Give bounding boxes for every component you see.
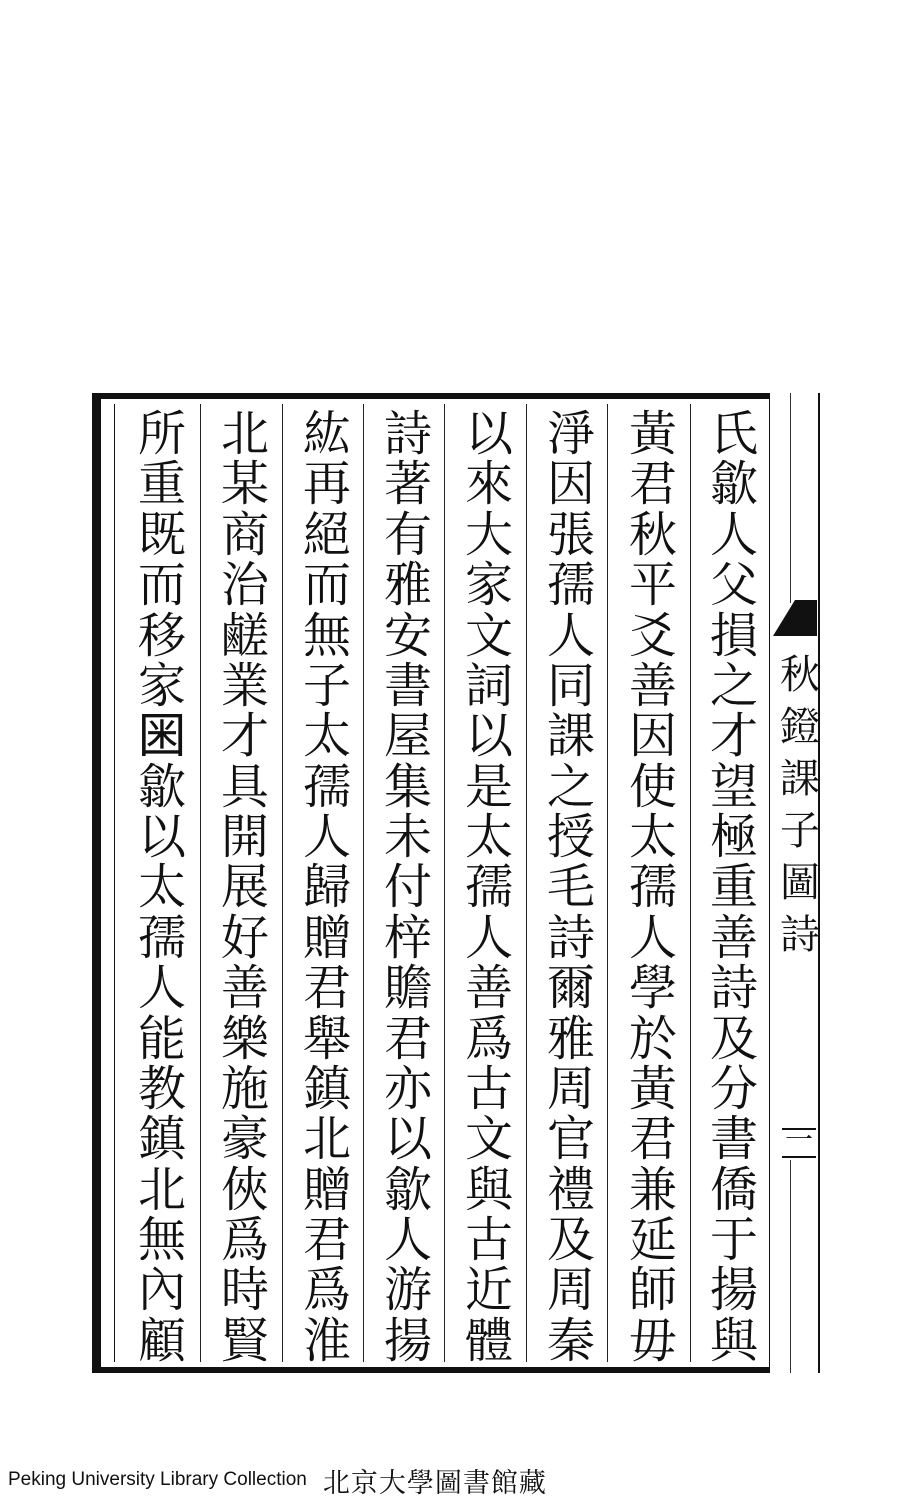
character: 爲 bbox=[302, 1262, 351, 1319]
character: 于 bbox=[709, 1212, 758, 1268]
character: 教 bbox=[137, 1060, 186, 1117]
character: 周 bbox=[546, 1262, 595, 1319]
inner-border-rule bbox=[114, 404, 115, 1362]
character: 子 bbox=[302, 657, 351, 714]
character: 再 bbox=[302, 456, 351, 513]
character: 人 bbox=[709, 506, 758, 563]
character: 淮 bbox=[302, 1312, 351, 1369]
character: 之 bbox=[709, 657, 758, 714]
character: 歙 bbox=[709, 456, 758, 513]
character: 書 bbox=[709, 1111, 758, 1168]
character: 君 bbox=[628, 1111, 677, 1168]
character: 人 bbox=[628, 909, 677, 966]
character: 平 bbox=[628, 557, 677, 614]
fold-upper-rule bbox=[790, 393, 791, 603]
character: 爻 bbox=[628, 607, 677, 664]
character: 極 bbox=[709, 809, 758, 865]
character: 人 bbox=[137, 960, 186, 1017]
character: 君 bbox=[302, 1212, 351, 1268]
character: 太 bbox=[628, 809, 677, 865]
character: 未 bbox=[383, 809, 432, 865]
character: 雅 bbox=[383, 557, 432, 614]
character: 移 bbox=[137, 607, 186, 664]
character: 以 bbox=[137, 809, 186, 865]
character: 贍 bbox=[383, 960, 432, 1017]
character: 具 bbox=[220, 758, 269, 815]
text-column-5 bbox=[373, 406, 443, 1369]
character: 因 bbox=[546, 456, 595, 513]
character: 黃 bbox=[628, 406, 677, 462]
character: 延 bbox=[628, 1212, 677, 1268]
character: 孺 bbox=[628, 859, 677, 916]
character: 秦 bbox=[546, 1312, 595, 1369]
character: 集 bbox=[383, 758, 432, 815]
character: 能 bbox=[137, 1010, 186, 1067]
character: 既 bbox=[137, 506, 186, 563]
character: 好 bbox=[220, 909, 269, 966]
character: 詩 bbox=[383, 406, 432, 462]
character: 善 bbox=[628, 657, 677, 714]
character: 孺 bbox=[302, 758, 351, 815]
character: 與 bbox=[709, 1312, 758, 1369]
character: 而 bbox=[137, 557, 186, 614]
character: 亦 bbox=[383, 1060, 432, 1117]
character: 無 bbox=[302, 607, 351, 664]
character: 豪 bbox=[220, 1111, 269, 1168]
fish-tail-mark bbox=[773, 600, 817, 636]
character: 歸 bbox=[302, 859, 351, 916]
character: 以 bbox=[464, 406, 513, 462]
character: 歙 bbox=[137, 758, 186, 815]
character: 有 bbox=[383, 506, 432, 563]
character: 詩 bbox=[709, 960, 758, 1017]
fold-title-character: 課 bbox=[780, 756, 820, 802]
text-column-1 bbox=[699, 406, 769, 1369]
character: 𡇒 bbox=[137, 708, 186, 765]
character: 爲 bbox=[220, 1212, 269, 1268]
character: 付 bbox=[383, 859, 432, 916]
collection-label-en: Peking University Library Collection bbox=[8, 1469, 307, 1490]
character: 張 bbox=[546, 506, 595, 563]
column-divider bbox=[200, 404, 201, 1362]
character: 人 bbox=[302, 809, 351, 865]
character: 分 bbox=[709, 1060, 758, 1117]
character: 授 bbox=[546, 809, 595, 865]
character: 之 bbox=[546, 758, 595, 815]
character: 與 bbox=[464, 1161, 513, 1218]
character: 歙 bbox=[383, 1161, 432, 1218]
column-divider bbox=[526, 404, 527, 1362]
character: 顧 bbox=[137, 1312, 186, 1369]
character: 無 bbox=[137, 1212, 186, 1268]
character: 是 bbox=[464, 758, 513, 815]
character: 著 bbox=[383, 456, 432, 513]
character: 周 bbox=[546, 1060, 595, 1117]
character: 以 bbox=[464, 708, 513, 765]
character: 以 bbox=[383, 1111, 432, 1168]
character: 於 bbox=[628, 1010, 677, 1067]
character: 重 bbox=[137, 456, 186, 513]
character: 孺 bbox=[464, 859, 513, 916]
character: 展 bbox=[220, 859, 269, 916]
character: 禮 bbox=[546, 1161, 595, 1218]
character: 毋 bbox=[628, 1312, 677, 1369]
character: 學 bbox=[628, 960, 677, 1017]
character: 梓 bbox=[383, 909, 432, 966]
character: 因 bbox=[628, 708, 677, 765]
character: 古 bbox=[464, 1212, 513, 1268]
character: 才 bbox=[220, 708, 269, 765]
character: 時 bbox=[220, 1262, 269, 1319]
text-column-3 bbox=[536, 406, 606, 1369]
character: 書 bbox=[383, 657, 432, 714]
column-divider bbox=[444, 404, 445, 1362]
character: 及 bbox=[709, 1010, 758, 1067]
character: 詞 bbox=[464, 657, 513, 714]
fold-title bbox=[778, 652, 822, 982]
character: 太 bbox=[464, 809, 513, 865]
collection-footer bbox=[0, 1460, 628, 1500]
fold-lower-rule bbox=[790, 1160, 791, 1373]
character: 人 bbox=[464, 909, 513, 966]
column-divider bbox=[607, 404, 608, 1362]
character: 使 bbox=[628, 758, 677, 815]
character: 鎮 bbox=[302, 1060, 351, 1117]
column-divider bbox=[363, 404, 364, 1362]
text-column-4 bbox=[454, 406, 524, 1369]
character: 損 bbox=[709, 607, 758, 664]
character: 業 bbox=[220, 657, 269, 714]
character: 贈 bbox=[302, 1161, 351, 1218]
character: 而 bbox=[302, 557, 351, 614]
character: 文 bbox=[464, 1111, 513, 1168]
character: 淨 bbox=[546, 406, 595, 462]
fold-page-mark-bottom bbox=[782, 1156, 816, 1158]
character: 屋 bbox=[383, 708, 432, 765]
character: 揚 bbox=[383, 1312, 432, 1369]
character: 同 bbox=[546, 657, 595, 714]
collection-label-zh: 北京大學圖書館藏 bbox=[322, 1467, 547, 1499]
character: 善 bbox=[220, 960, 269, 1017]
character: 賢 bbox=[220, 1312, 269, 1369]
character: 爾 bbox=[546, 960, 595, 1017]
fold-title-character: 秋 bbox=[780, 652, 820, 698]
character: 施 bbox=[220, 1060, 269, 1117]
character: 太 bbox=[302, 708, 351, 765]
character: 兼 bbox=[628, 1161, 677, 1218]
character: 體 bbox=[464, 1312, 513, 1369]
character: 舉 bbox=[302, 1010, 351, 1067]
fold-title-character: 圖 bbox=[780, 860, 820, 906]
character: 贈 bbox=[302, 909, 351, 966]
character: 君 bbox=[628, 456, 677, 513]
character: 及 bbox=[546, 1212, 595, 1268]
character: 君 bbox=[383, 1010, 432, 1067]
character: 善 bbox=[709, 909, 758, 966]
character: 雅 bbox=[546, 1010, 595, 1067]
character: 安 bbox=[383, 607, 432, 664]
character: 內 bbox=[137, 1262, 186, 1319]
character: 孺 bbox=[137, 909, 186, 966]
character: 某 bbox=[220, 456, 269, 513]
character: 大 bbox=[464, 506, 513, 563]
fold-title-character: 詩 bbox=[780, 912, 820, 958]
character: 重 bbox=[709, 859, 758, 916]
character: 師 bbox=[628, 1262, 677, 1319]
character: 僑 bbox=[709, 1161, 758, 1218]
fold-title-character: 子 bbox=[780, 808, 820, 854]
character: 近 bbox=[464, 1262, 513, 1319]
character: 開 bbox=[220, 809, 269, 865]
character: 家 bbox=[464, 557, 513, 614]
character: 氏 bbox=[709, 406, 758, 462]
text-column-8 bbox=[127, 406, 197, 1369]
character: 游 bbox=[383, 1262, 432, 1319]
character: 人 bbox=[383, 1212, 432, 1268]
character: 鎮 bbox=[137, 1111, 186, 1168]
character: 北 bbox=[137, 1161, 186, 1218]
character: 北 bbox=[220, 406, 269, 462]
character: 官 bbox=[546, 1111, 595, 1168]
character: 孺 bbox=[546, 557, 595, 614]
text-column-6 bbox=[292, 406, 362, 1369]
character: 父 bbox=[709, 557, 758, 614]
character: 人 bbox=[546, 607, 595, 664]
character: 古 bbox=[464, 1060, 513, 1117]
character: 詩 bbox=[546, 909, 595, 966]
character: 商 bbox=[220, 506, 269, 563]
character: 俠 bbox=[220, 1161, 269, 1218]
character: 樂 bbox=[220, 1010, 269, 1067]
character: 揚 bbox=[709, 1262, 758, 1319]
character: 鹺 bbox=[220, 607, 269, 664]
character: 善 bbox=[464, 960, 513, 1017]
character: 家 bbox=[137, 657, 186, 714]
character: 所 bbox=[137, 406, 186, 462]
character: 黃 bbox=[628, 1060, 677, 1117]
character: 太 bbox=[137, 859, 186, 916]
character: 望 bbox=[709, 758, 758, 815]
text-column-7 bbox=[210, 406, 280, 1369]
character: 秋 bbox=[628, 506, 677, 563]
column-divider bbox=[282, 404, 283, 1362]
fold-title-character: 鐙 bbox=[780, 704, 820, 750]
character: 文 bbox=[464, 607, 513, 664]
character: 治 bbox=[220, 557, 269, 614]
character: 紘 bbox=[302, 406, 351, 462]
character: 毛 bbox=[546, 859, 595, 916]
character: 君 bbox=[302, 960, 351, 1017]
character: 來 bbox=[464, 456, 513, 513]
character: 課 bbox=[546, 708, 595, 765]
fold-page-number: 一 bbox=[784, 1123, 813, 1156]
column-divider bbox=[690, 404, 691, 1362]
character: 絕 bbox=[302, 506, 351, 563]
text-column-2 bbox=[618, 406, 688, 1369]
character: 才 bbox=[709, 708, 758, 765]
character: 爲 bbox=[464, 1010, 513, 1067]
character: 北 bbox=[302, 1111, 351, 1168]
